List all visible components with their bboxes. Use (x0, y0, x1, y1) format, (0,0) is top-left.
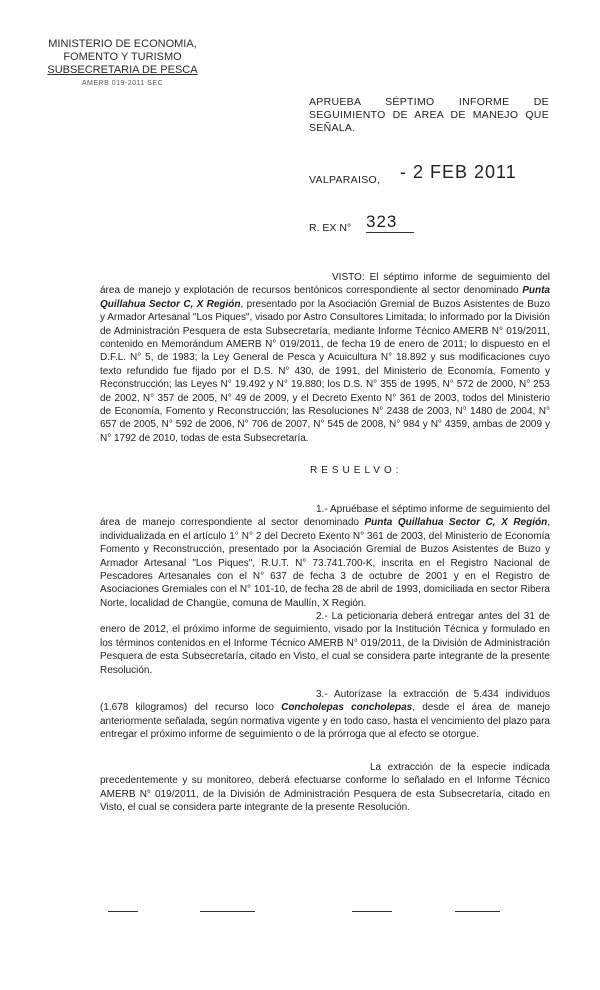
resolution-number-label: R. EX N° (309, 222, 352, 234)
resolution-item-4: La extracción de la especie indicada precedentemente y su monitoreo, deberá efectuarse conforme lo señalado en el Informe Técnico AMERB N° 019/2011, de la División de Administración Pesquera de esta Subsecretaría, citado en Visto, el cual se considera parte integrante de la presente Resolución. (100, 762, 550, 814)
resolution-number: 323 (366, 212, 414, 233)
signature-line-1 (108, 911, 138, 912)
letterhead (40, 38, 205, 90)
place-label: VALPARAISO, (309, 174, 381, 186)
item-1-text-a: 1.- Apruébase el séptimo informe de seguimiento del área de manejo correspondiente al sector denominado (100, 504, 550, 529)
resolution-subject: APRUEBA SÉPTIMO INFORME DE SEGUIMIENTO DE AREA DE MANEJO QUE SEÑALA. (309, 96, 549, 134)
signature-line-2 (200, 911, 255, 912)
visto-paragraph (100, 271, 550, 445)
letterhead-ministry: MINISTERIO DE ECONOMIA, (48, 38, 197, 50)
visto-text-b: , presentado por la Asociación Gremial de Buzos Asistentes de Buzo y Armador Artesanal "Los Piques", visado por Astro Consultores Limitada; lo informado por la División de Administración Pesquera de esta Subsecretaría, mediante Informe Técnico AMERB N° 019/2011, contenido en Memorándum AMERB N° 019/2011, de fecha 19 de enero de 2011; lo dispuesto en el D.F.L. N° 5, de 1983; la Ley General de Pesca y Acuicultura N° 18.892 y sus modificaciones cuyo texto refundido fue fijado por el D.S. N° 430, de 1991, del Ministerio de Economía, Fomento y Reconstrucción; las Leyes N° 19.492 y N° 19.880; los D.S. N° 355 de 1995, N° 572 de 2000, N° 253 de 2002, N° 357 de 2005, N° 49 de 2009, y el Decreto Exento N° 361 de 2003, todos del Ministerio de Economía, Fomento y Reconstrucción; las Resoluciones N° 2438 de 2003, N° 1480 de 2004, N° 657 de 2005, N° 592 de 2006, N° 706 de 2007, N° 545 de 2008, N° 984 y N° 4359, ambas de 2009 y N° 1792 de 2010, todas de esta Subsecretaría. (100, 298, 551, 444)
resolution-item-3 (100, 688, 550, 742)
visto-sector: Punta Quillahua Sector C, X Región (100, 285, 550, 310)
resolution-item-1 (100, 503, 550, 610)
letterhead-stamp: AMERB 019-2011 SEC (81, 80, 164, 87)
item-1-sector: Punta Quillahua Sector C, X Región (364, 517, 548, 529)
resuelvo-heading: RESUELVO: (310, 465, 403, 476)
visto-lead: VISTO: (332, 272, 365, 283)
letterhead-subsecretaria: SUBSECRETARIA DE PESCA (47, 64, 198, 76)
item-3-text-b: , desde el área de manejo anteriormente señalada, según normativa vigente y en todo caso, hasta el vencimiento del plazo para entregar el próximo informe de seguimiento o de la prórroga que al efecto se otorgue. (100, 702, 550, 741)
letterhead-ministry-2: FOMENTO Y TURISMO (63, 51, 182, 63)
item-3-text-a: 3.- Autorízase la extracción de 5.434 individuos (1.678 kilogramos) del recurso loco (100, 689, 550, 714)
visto-text-a: El séptimo informe de seguimiento del área de manejo y explotación de recursos bentónicos correspondiente al sector denominado (100, 272, 550, 297)
signature-line-4 (455, 911, 500, 912)
resolution-item-2: 2.- La peticionaria deberá entregar antes del 31 de enero de 2012, el próximo informe de seguimiento, visado por la Institución Técnica y formulado en los términos contenidos en el Informe Técnico AMERB N° 019/2011, de la División de Administración Pesquera de esta Subsecretaría, citado en Visto, el cual se considera parte integrante de la presente Resolución. (100, 611, 550, 676)
item-1-text-b: , individualizada en el artículo 1° N° 2 del Decreto Exento N° 361 de 2003, del Ministerio de Economía Fomento y Reconstrucción, presentado por la Asociación Gremial de Buzos Asistentes de Buzo y Armador Artesanal "Los Piques", R.U.T. N° 73.741.700-K, inscrita en el Registro Nacional de Pescadores Artesanales con el N° 637 de fecha 3 de octubre de 2001 y en el Registro de Asociaciones Gremiales con el N° 101-10, de fecha 28 de abril de 1993, domiciliada en sector Ribera Norte, localidad de Changüe, comuna de Maullín, X Región. (100, 517, 551, 609)
item-3-species: Concholepas concholepas (281, 702, 413, 714)
signature-line-3 (352, 911, 392, 912)
date-stamp: - 2 FEB 2011 (400, 162, 517, 182)
